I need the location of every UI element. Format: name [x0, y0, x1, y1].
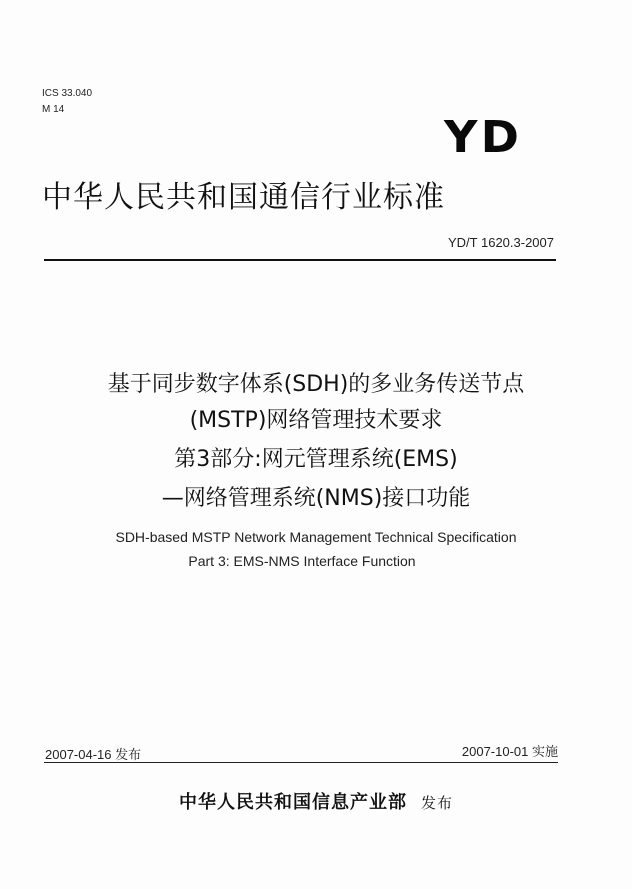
title-cn-line-4: —网络管理系统(NMS)接口功能	[161, 486, 471, 511]
yd-logo: YD	[444, 112, 523, 163]
standard-number: YD/T 1620.3-2007	[448, 235, 554, 250]
issuer-line	[0, 788, 632, 814]
title-cn-line-3: 第3部分:网元管理系统(EMS)	[174, 447, 458, 472]
footer-divider	[44, 762, 558, 763]
title-cn-line-2: (MSTP)网络管理技术要求	[189, 408, 443, 433]
header-divider	[44, 259, 556, 261]
publish-label: 发布	[420, 794, 453, 812]
title-en-line-1: SDH-based MSTP Network Management Technical Specification	[115, 529, 517, 545]
effective-date: 2007-10-01 实施	[461, 744, 558, 759]
ics-code: ICS 33.040	[42, 88, 93, 99]
standard-title: 中华人民共和国通信行业标准	[42, 180, 445, 215]
title-cn-line-1: 基于同步数字体系(SDH)的多业务传送节点	[107, 372, 525, 397]
title-en-line-2: Part 3: EMS-NMS Interface Function	[188, 553, 416, 569]
classification-code: M 14	[42, 104, 65, 115]
issuer-name: 中华人民共和国信息产业部	[178, 792, 407, 813]
issue-date: 2007-04-16 发布	[45, 747, 142, 762]
